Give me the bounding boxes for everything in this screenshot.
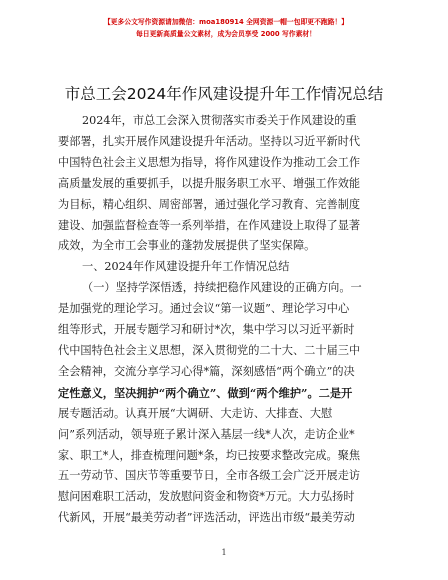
intro-line: 中国特色社会主义思想为指导，将作风建设作为推动工会工作 — [58, 155, 361, 169]
document-title: 市总工会2024年作风建设提升年工作情况总结 — [64, 85, 384, 103]
body-line: 慰问困难职工活动，发放慰问资金和物资*万元。大力弘扬时 — [58, 490, 355, 504]
intro-line: 高质量发展的重要抓手，以提升服务职工水平、增强工作效能 — [58, 176, 361, 190]
promo-banner — [60, 16, 392, 40]
body-line-bold: 定性意义，坚决拥护“两个确立”、做到“两个维护”。二是开 — [58, 385, 353, 400]
intro-line: 要部署，扎实开展作风建设提升年活动。坚持以习近平新时代 — [58, 134, 361, 148]
body-line: 全会精神，交流分享学习心得*篇，深刻感悟“两个确立”的决 — [58, 364, 355, 378]
body-line: 五一劳动节、国庆节等重要节日，全市各级工会广泛开展走访 — [58, 469, 361, 483]
body-line: 展专题活动。认真开展“大调研、大走访、大排查、大慰 — [58, 406, 333, 420]
body-line: 代中国特色社会主义思想，深入贯彻党的二十大、二十届三中 — [58, 343, 361, 357]
intro-line: 2024年，市总工会深入贯彻落实市委关于作风建设的重 — [82, 114, 357, 127]
body-line: 组等形式，开展专题学习和研讨*次，集中学习以习近平新时 — [58, 323, 355, 337]
promo-line-2: 每日更新高质量公文素材，成为会员享受 2000 写作素材！ — [136, 30, 316, 38]
body-line: 家、职工*人，排查梳理问题*条，均已按要求整改完成。聚焦 — [58, 448, 361, 462]
body-line: 是加强党的理论学习。通过会议“第一议题”、理论学习中心 — [58, 302, 350, 316]
page-number: 1 — [221, 548, 227, 557]
promo-line-1: 【更多公文写作资源请加微信：moa180914 全网资源一帽一包即更不跑路！】 — [103, 18, 349, 26]
intro-line: 成效，为全市工会事业的蓬勃发展提供了坚实保障。 — [58, 239, 316, 253]
intro-line: 为目标，精心组织、周密部署，通过强化学习教育、完善制度 — [58, 197, 361, 211]
intro-line: 建设、加强监督检查等一系列举措，在作风建设上取得了显著 — [58, 218, 361, 232]
body-line: （一）坚持学深悟透，持续把稳作风建设的正确方向。一 — [82, 281, 362, 295]
body-line: 代新风，开展“最美劳动者”评选活动，评选出市级“最美劳动 — [58, 511, 355, 525]
document-body — [58, 111, 390, 529]
section-heading: 一、2024年作风建设提升年工作情况总结 — [82, 260, 290, 274]
body-line: 问”系列活动，领导班子累计深入基层一线*人次，走访企业* — [58, 427, 355, 441]
